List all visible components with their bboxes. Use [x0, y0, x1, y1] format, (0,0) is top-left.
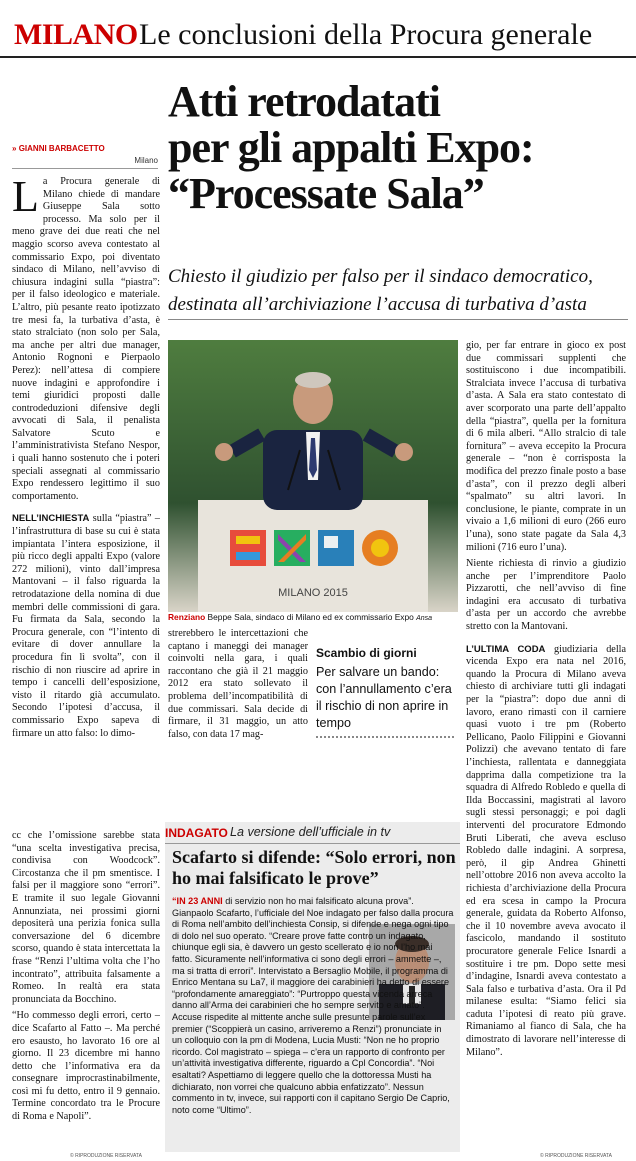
sidebar-body [172, 896, 454, 1116]
article-paragraph: Niente richiesta di rinvio a giudizio anche per l’imprenditore Paolo Pizzarotti, che nell’avviso di fine indagini era accusato di turbativa d’asta per un accordo che avrebbe stretto con la Mantovani. [466, 558, 626, 633]
byline [12, 144, 105, 153]
article-column-2 [168, 628, 308, 808]
subhead-line: Chiesto il giudizio per falso per il sindaco democratico, [168, 266, 593, 287]
caption-credit: Ansa [416, 615, 433, 622]
subheadline [168, 263, 628, 319]
quote-text: Per salvare un bando: con l’annullamento c’era il rischio di non aprire in tempo [316, 665, 452, 730]
paragraph-lead: L’ULTIMA CODA [466, 643, 546, 655]
photo-illustration [168, 340, 458, 612]
headline [168, 79, 628, 217]
caption-text: Beppe Sala, sindaco di Milano ed ex commissario Expo [205, 612, 414, 622]
caption-name: Renziano [168, 612, 206, 622]
headline-line: “Processate Sala” [168, 169, 484, 218]
article-column-3 [466, 340, 626, 1152]
divider [168, 319, 628, 320]
article-paragraph: strerebbero le intercettazioni che captano i maneggi dei manager coinvolti nella gara, i quali raccontano che già il 21 maggio 2012 era stato sollevato il problema dell’incompatibilità di due commissari. Sala decide di firmare, il 31 maggio, un atto falso, con data 17 mag- [168, 628, 308, 740]
headline-line: per gli appalti Expo: [168, 123, 534, 172]
article-column-1 [12, 176, 160, 806]
article-photo [168, 340, 458, 612]
quote-title: Scambio di giorni [316, 646, 417, 660]
article-paragraph: cc che l’omissione sarebbe stata “una scelta investigativa precisa, condivisa con Woodcock”. Circostanza che il pm smentisce. I falsi per il maggiore sono “errori”. E tramite il suo legale Giovanni Annunziata, nei prossimi giorni depositerà una perizia fonica sulla conversazione del 6 dicembre scorso, quando è stata intercettata la frase “Renzi l’ultima volta che l’ho incontrato”, attribuita falsamente a Romeo. In realtà era stata pronunciata da Bocchino. [12, 830, 160, 1005]
expo-sub-text: MILANO 2015 [278, 587, 348, 599]
divider [165, 843, 460, 844]
article-paragraph: “Ho commesso degli errori, certo – dice Scafarto al Fatto –. Ma perché ero esausto, ho lavorato 16 ore al giorno. Il 23 dicembre mi hanno detto che l’informativa era da consegnare improcrastinabilmente, così mi fu detto, entro il 9 gennaio. Termine concordato tra le Procure di Roma e Napoli”. [12, 1010, 160, 1123]
byline-row [12, 144, 158, 169]
copyright-note: © RIPRODUZIONE RISERVATA [540, 1153, 612, 1159]
headline-line: Atti retrodatati [168, 77, 440, 126]
byline-author: GIANNI BARBACETTO [18, 144, 105, 153]
sidebar-lead: “IN 23 ANNI [172, 896, 223, 906]
article-paragraph: sulla “piastra” – l’infrastruttura di base su cui è stata impiantata l’intera esposizione, il più ricco degli appalti Expo (valore 272 milioni), vinto dall’impresa Mantovani – il falso riguarda la retrodatazione della nomina di due membri delle commissioni di gara. Fu firmata da Sala, secondo la Procura generale, con “l’intento di evitare di dover annullare la procedura fin lì svolta”, con il rischio di non riuscire ad aprire in tempo i cancelli dell’esposizione, visto il ritardo già accumulato. Secondo l’ipotesi d’accusa, il commissario Expo sapeva di firmare un atto falso: lo dimo- [12, 513, 160, 739]
article-paragraph: a Procura generale di Milano chiede di mandare Giuseppe Sala sotto processo. Ma solo per il meno grave dei due reati che nel maggio scorso aveva contestato al commissario Expo, poi diventato sindaco di Milano, nell’avviso di chiusura indagini sulla “piastra”: per il falso ideologico e materiale. L’altro, più pesante reato ipotizzato tre mesi fa, la turbativa d’asta, è stato stralciato (non solo per Sala, ma anche per altri due manager, Antonio Rognoni e Pierpaolo Perez): nell’attesa di compiere nuove indagini e approfondire i temi giuridici proposti dalle controdeduzioni difensive degli avvocati di Sala, il penalista Salvatore Scuto e l’amministrativista Stefano Nespor, i quali hanno sostenuto che i poteri speciali assegnati al commissario Expo rendessero legittimo il suo comportamento. [12, 176, 160, 502]
section-label: MILANO [14, 18, 138, 51]
photo-caption [168, 612, 458, 622]
article-paragraph: giudiziaria della vicenda Expo era nata nel 2016, quando la Procura di Milano aveva chiesto di archiviare tutti gli indagati per la “piastra”: dopo due anni di lavoro, erano rimasti con il carniere quasi vuoto i tre pm (Roberto Pellicano, Paolo Filippini e Giovanni Polizzi) che avevano tentato di fare l’inchiesta, rallentata e danneggiata dapprima dalla competizione tra la squadra di Alfredo Robledo e quella di Ilda Boccassini, magistrati al lavoro sugli stessi personaggi; e poi dagli interventi del procuratore Edmondo Bruti Liberati, che aveva escluso Robledo dalle indagini. A sorpresa, però, il gip Andrea Ghinetti nell’ottobre 2016 non aveva accolto la richiesta d’archiviazione della Procura ed era scesa in campo la Procura generale, guidata da Roberto Alfonso, che il 10 novembre aveva avocato il fascicolo, mandando il sostituto procuratore generale Felice Isnardi a sostituire i tre pm. Dopo sette mesi d’indagine, Isnardi aveva contestato a Sala falso e turbativa d’asta. Ora il Pd milanese esulta: “Siamo felici sia caduta l’ipotesi di reato più grave. Rimaniamo al fianco di Sala, che ha dimostrato di lavorare nell’interesse di Milano”. [466, 643, 626, 1058]
sidebar-tag: INDAGATO [165, 826, 228, 840]
sidebar-text: di servizio non ho mai falsificato alcuna prova”. Gianpaolo Scafarto, l’ufficiale del Noe indagato per falso dalla procura di Roma nell’ambito dell’inchiesta Consip, si difende e nega ogni tipo di dolo nel suo operato. “Creare prove fatte contro un indagato, chiunque egli sia, è davvero un gesto scellerato e io non l’ho mai fatto. Sicuramente nell’informativa ci sono degli errori – ammette –, ma si tratta di errori”. Intervistato a Bersaglio Mobile, il programma di Enrico Mentana su La7, il maggiore dei carabinieri ha detto di essere “profondamente amareggiato”: “Purtroppo questa vicenda arreca danno all’Arma dei carabinieri che ho sempre servito e amato”. Accuse rispedite al mittente anche sulle presunte parole sull’ex premier (“Scoppierà un casino, arriveremo a Renzi”) pronunciate in un colloquio con la pm di Modena, Lucia Musti: “Non ne ho proprio ricordo. Col magistrato – spiega – c’era un rapporto di confronto per un’attività investigativa differente, riguardo a Cpl Concordia”. “Noi esaltati? Aspettiamo di leggere quello che la dottoressa Musti ha dichiarato, non vorrei che qualcuno abbia enfatizzato”. Nessun commento in tv, invece, sui rapporti con il capitano Sergio De Caprio, noto come “Ultimo”. [172, 896, 454, 1115]
subhead-line: destinata all’archiviazione l’accusa di turbativa d’asta [168, 294, 587, 315]
article-paragraph: gio, per far entrare in gioco ex post due commissari supplenti che sostituiscono i due incompatibili. Stralciata invece l’accusa di turbativa d’asta. A Sala era stato contestato di aver scorporato una parte dell’appalto della “piastra”, quella per la fornitura di 6 mila alberi. “Allo stralcio di tale fornitura” – aveva eccepito la Procura generale – “non è corrisposta la modifica del prezzo finale posto a base d’asta”, con il prezzo degli alberi “spalmato” su altri lavori. In conclusione, le piante, comprate in un vivaio a 1,6 milioni di euro (266 euro l’una), sono state pagate da Sala 4,3 milioni (716 euro l’una). [466, 340, 626, 553]
article-column-1b [12, 830, 160, 1148]
byline-prefix: » [12, 144, 17, 153]
dropcap: L [12, 176, 39, 221]
pull-quote [316, 646, 454, 738]
quote-divider [316, 736, 454, 738]
paragraph-lead: NELL’INCHIESTA [12, 513, 90, 525]
byline-place: Milano [134, 156, 158, 165]
sidebar-title: La versione dell’ufficiale in tv [230, 825, 391, 839]
copyright-note: © RIPRODUZIONE RISERVATA [70, 1153, 142, 1159]
sidebar-headline: Scafarto si difende: “Solo errori, non ho mai falsificato le prove” [172, 847, 456, 888]
section-title: Le conclusioni della Procura generale [139, 18, 593, 51]
